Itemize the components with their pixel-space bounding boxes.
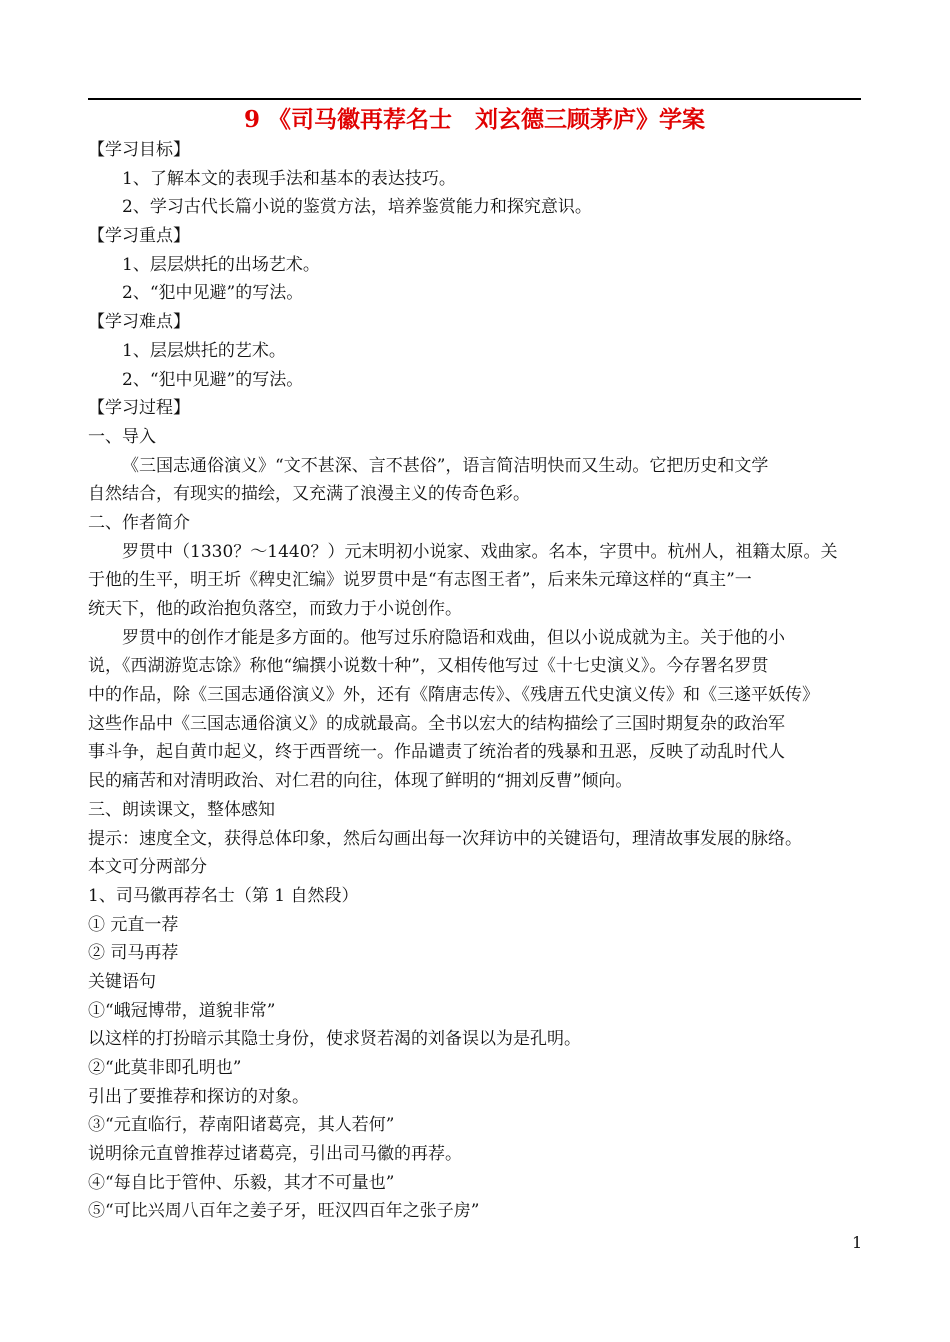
text-line: 本文可分两部分: [88, 857, 207, 878]
text-line: 提示：速度全文，获得总体印象，然后勾画出每一次拜访中的关键语句，理清故事发展的脉络。: [88, 828, 802, 849]
text-line: 引出了要推荐和探访的对象。: [88, 1086, 309, 1107]
text-line: ③“元直临行，荐南阳诸葛亮，其人若何”: [88, 1115, 395, 1136]
text-line: 说，《西湖游览志馀》称他“编撰小说数十种”，又相传他写过《十七史演义》。今存署名罗贯: [88, 656, 769, 677]
text-line: 统天下，他的政治抱负落空，而致力于小说创作。: [88, 599, 462, 619]
text-line: 罗贯中（1330？～1440？）元末明初小说家、戏曲家。名本，字贯中。杭州人，祖籍太原。关: [122, 541, 838, 562]
text-line: 中的作品，除《三国志通俗演义》外，还有《隋唐志传》、《残唐五代史演义传》和《三遂平妖传》: [88, 685, 819, 706]
text-line: 2、“犯中见避”的写法。: [122, 369, 304, 390]
text-line: ① 元直一荐: [88, 914, 179, 935]
text-line: ①“峨冠博带，道貌非常”: [88, 1000, 276, 1021]
text-line: ④“每自比于管仲、乐毅，其才不可量也”: [88, 1172, 395, 1193]
text-line: 【学习重点】: [88, 226, 190, 247]
text-line: 以这样的打扮暗示其隐士身份，使求贤若渴的刘备误以为是孔明。: [88, 1029, 581, 1050]
text-line: 【学习难点】: [88, 312, 190, 333]
text-line: 《三国志通俗演义》“文不甚深、言不甚俗”，语言简洁明快而又生动。它把历史和文学: [122, 455, 769, 476]
text-line: 2、“犯中见避”的写法。: [122, 283, 304, 304]
text-line: 关键语句: [88, 971, 156, 992]
text-line: ⑤“可比兴周八百年之姜子牙，旺汉四百年之张子房”: [88, 1201, 480, 1222]
text-line: 事斗争，起自黄巾起义，终于西晋统一。作品谴责了统治者的残暴和丑恶，反映了动乱时代人: [88, 742, 785, 763]
page-number: 1: [852, 1233, 863, 1252]
text-line: 于他的生平，明王圻《稗史汇编》说罗贯中是“有志图王者”，后来朱元璋这样的“真主”一: [88, 570, 752, 591]
header-rule: [88, 98, 861, 100]
text-line: 二、作者简介: [88, 512, 190, 533]
text-line: 一、导入: [88, 426, 156, 447]
text-line: 1、司马徽再荐名士（第 1 自然段）: [88, 885, 359, 906]
text-line: 【学习目标】: [88, 140, 190, 160]
text-line: 1、层层烘托的艺术。: [122, 340, 286, 361]
text-line: 自然结合，有现实的描绘，又充满了浪漫主义的传奇色彩。: [88, 484, 530, 505]
text-line: ②“此莫非即孔明也”: [88, 1058, 242, 1078]
document-body: [88, 136, 863, 1226]
text-line: 三、朗读课文，整体感知: [88, 799, 275, 820]
text-line: 2、学习古代长篇小说的鉴赏方法，培养鉴赏能力和探究意识。: [122, 197, 592, 218]
text-line: 说明徐元直曾推荐过诸葛亮，引出司马徽的再荐。: [88, 1144, 462, 1165]
text-line: 这些作品中《三国志通俗演义》的成就最高。全书以宏大的结构描绘了三国时期复杂的政治军: [88, 713, 785, 734]
document-title: 9 《司马徽再荐名士 刘玄德三顾茅庐》学案: [243, 106, 705, 133]
text-line: ② 司马再荐: [88, 943, 179, 964]
text-line: 罗贯中的创作才能是多方面的。他写过乐府隐语和戏曲，但以小说成就为主。关于他的小: [122, 627, 785, 648]
text-line: 【学习过程】: [88, 398, 190, 419]
text-line: 民的痛苦和对清明政治、对仁君的向往，体现了鲜明的“拥刘反曹”倾向。: [88, 771, 633, 792]
text-line: 1、了解本文的表现手法和基本的表达技巧。: [122, 168, 456, 189]
text-line: 1、层层烘托的出场艺术。: [122, 254, 320, 275]
